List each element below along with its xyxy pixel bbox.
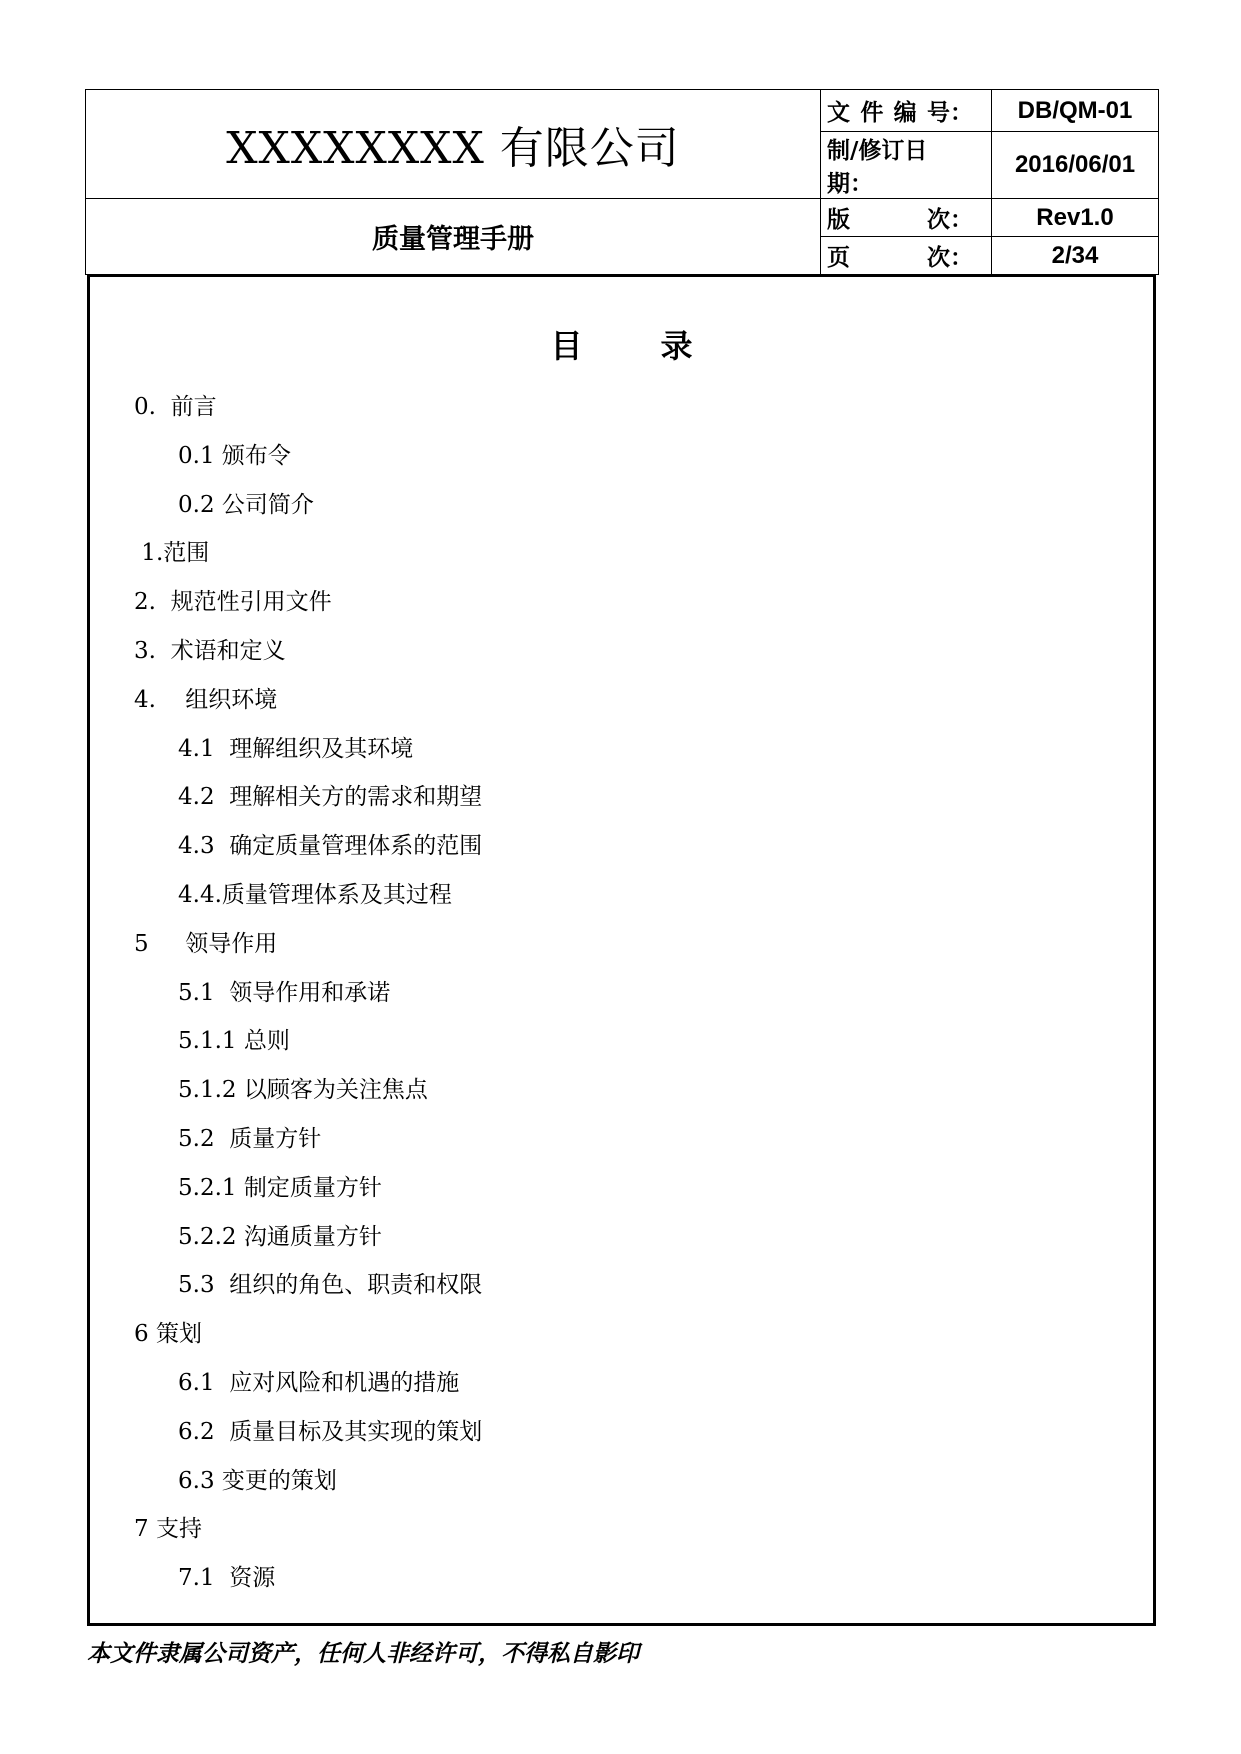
toc-title: 目录 [550, 327, 771, 365]
toc-item[interactable]: 3. 术语和定义 [134, 637, 286, 664]
confidentiality-notice: 本文件隶属公司资产，任何人非经许可，不得私自影印 [87, 1641, 639, 1667]
header-label-part: 次： [927, 207, 973, 233]
toc-item[interactable]: 5.1.1 总则 [178, 1028, 290, 1055]
doc-number-value: DB/QM-01 [992, 90, 1159, 132]
toc-item[interactable]: 5.3 组织的角色、职责和权限 [178, 1272, 483, 1299]
header-label-part: 编 [893, 100, 917, 126]
toc-item[interactable]: 5.2 质量方针 [178, 1125, 322, 1152]
toc-item[interactable]: 4. 组织环境 [134, 686, 278, 713]
toc-item[interactable]: 6.1 应对风险和机遇的措施 [178, 1369, 460, 1396]
toc-item[interactable]: 7 支持 [134, 1516, 202, 1543]
toc-content-box [87, 274, 1156, 1626]
toc-item[interactable]: 5.2.2 沟通质量方针 [178, 1223, 382, 1250]
toc-item[interactable]: 5.1.2 以顾客为关注焦点 [178, 1077, 428, 1104]
header-label-part: 号： [926, 100, 973, 126]
toc-item[interactable]: 4.3 确定质量管理体系的范围 [178, 833, 483, 860]
header-label-part: 版 [827, 207, 850, 233]
page-value: 2/34 [992, 237, 1159, 275]
toc-item[interactable]: 4.4.质量管理体系及其过程 [178, 881, 452, 908]
toc-item[interactable]: 5 领导作用 [134, 930, 278, 957]
toc-item[interactable]: 7.1 资源 [178, 1565, 276, 1592]
toc-item[interactable]: 6.2 质量目标及其实现的策划 [178, 1418, 483, 1445]
header-label-part: 制/修订日期： [827, 138, 928, 197]
toc-item[interactable]: 0.1 颁布令 [178, 442, 291, 469]
page-label [821, 237, 992, 275]
company-name: XXXXXXXX 有限公司 [86, 90, 821, 199]
manual-title: 质量管理手册 [86, 199, 821, 275]
toc-list [134, 383, 482, 1603]
toc-item[interactable]: 6.3 变更的策划 [178, 1467, 337, 1494]
header-label-part: 页 [827, 245, 850, 271]
revision-date-label [821, 132, 992, 199]
header-label-part: 文 [827, 100, 850, 126]
doc-number-label [821, 90, 992, 132]
header-label-part: 件 [860, 100, 884, 126]
toc-item[interactable]: 5.1 领导作用和承诺 [178, 979, 391, 1006]
toc-item[interactable]: 5.2.1 制定质量方针 [178, 1174, 382, 1201]
revision-date-value: 2016/06/01 [992, 132, 1159, 199]
header-label-part: 次： [927, 245, 973, 271]
toc-item[interactable]: 4.1 理解组织及其环境 [178, 735, 414, 762]
toc-item[interactable]: 1.范围 [134, 540, 210, 567]
toc-item[interactable]: 2. 规范性引用文件 [134, 589, 332, 616]
toc-item[interactable]: 4.2 理解相关方的需求和期望 [178, 784, 483, 811]
toc-item[interactable]: 0.2 公司简介 [178, 491, 314, 518]
version-value: Rev1.0 [992, 199, 1159, 237]
document-header-table [85, 89, 1159, 275]
version-label [821, 199, 992, 237]
toc-item[interactable]: 0. 前言 [134, 394, 217, 420]
toc-item[interactable]: 6 策划 [134, 1321, 202, 1348]
